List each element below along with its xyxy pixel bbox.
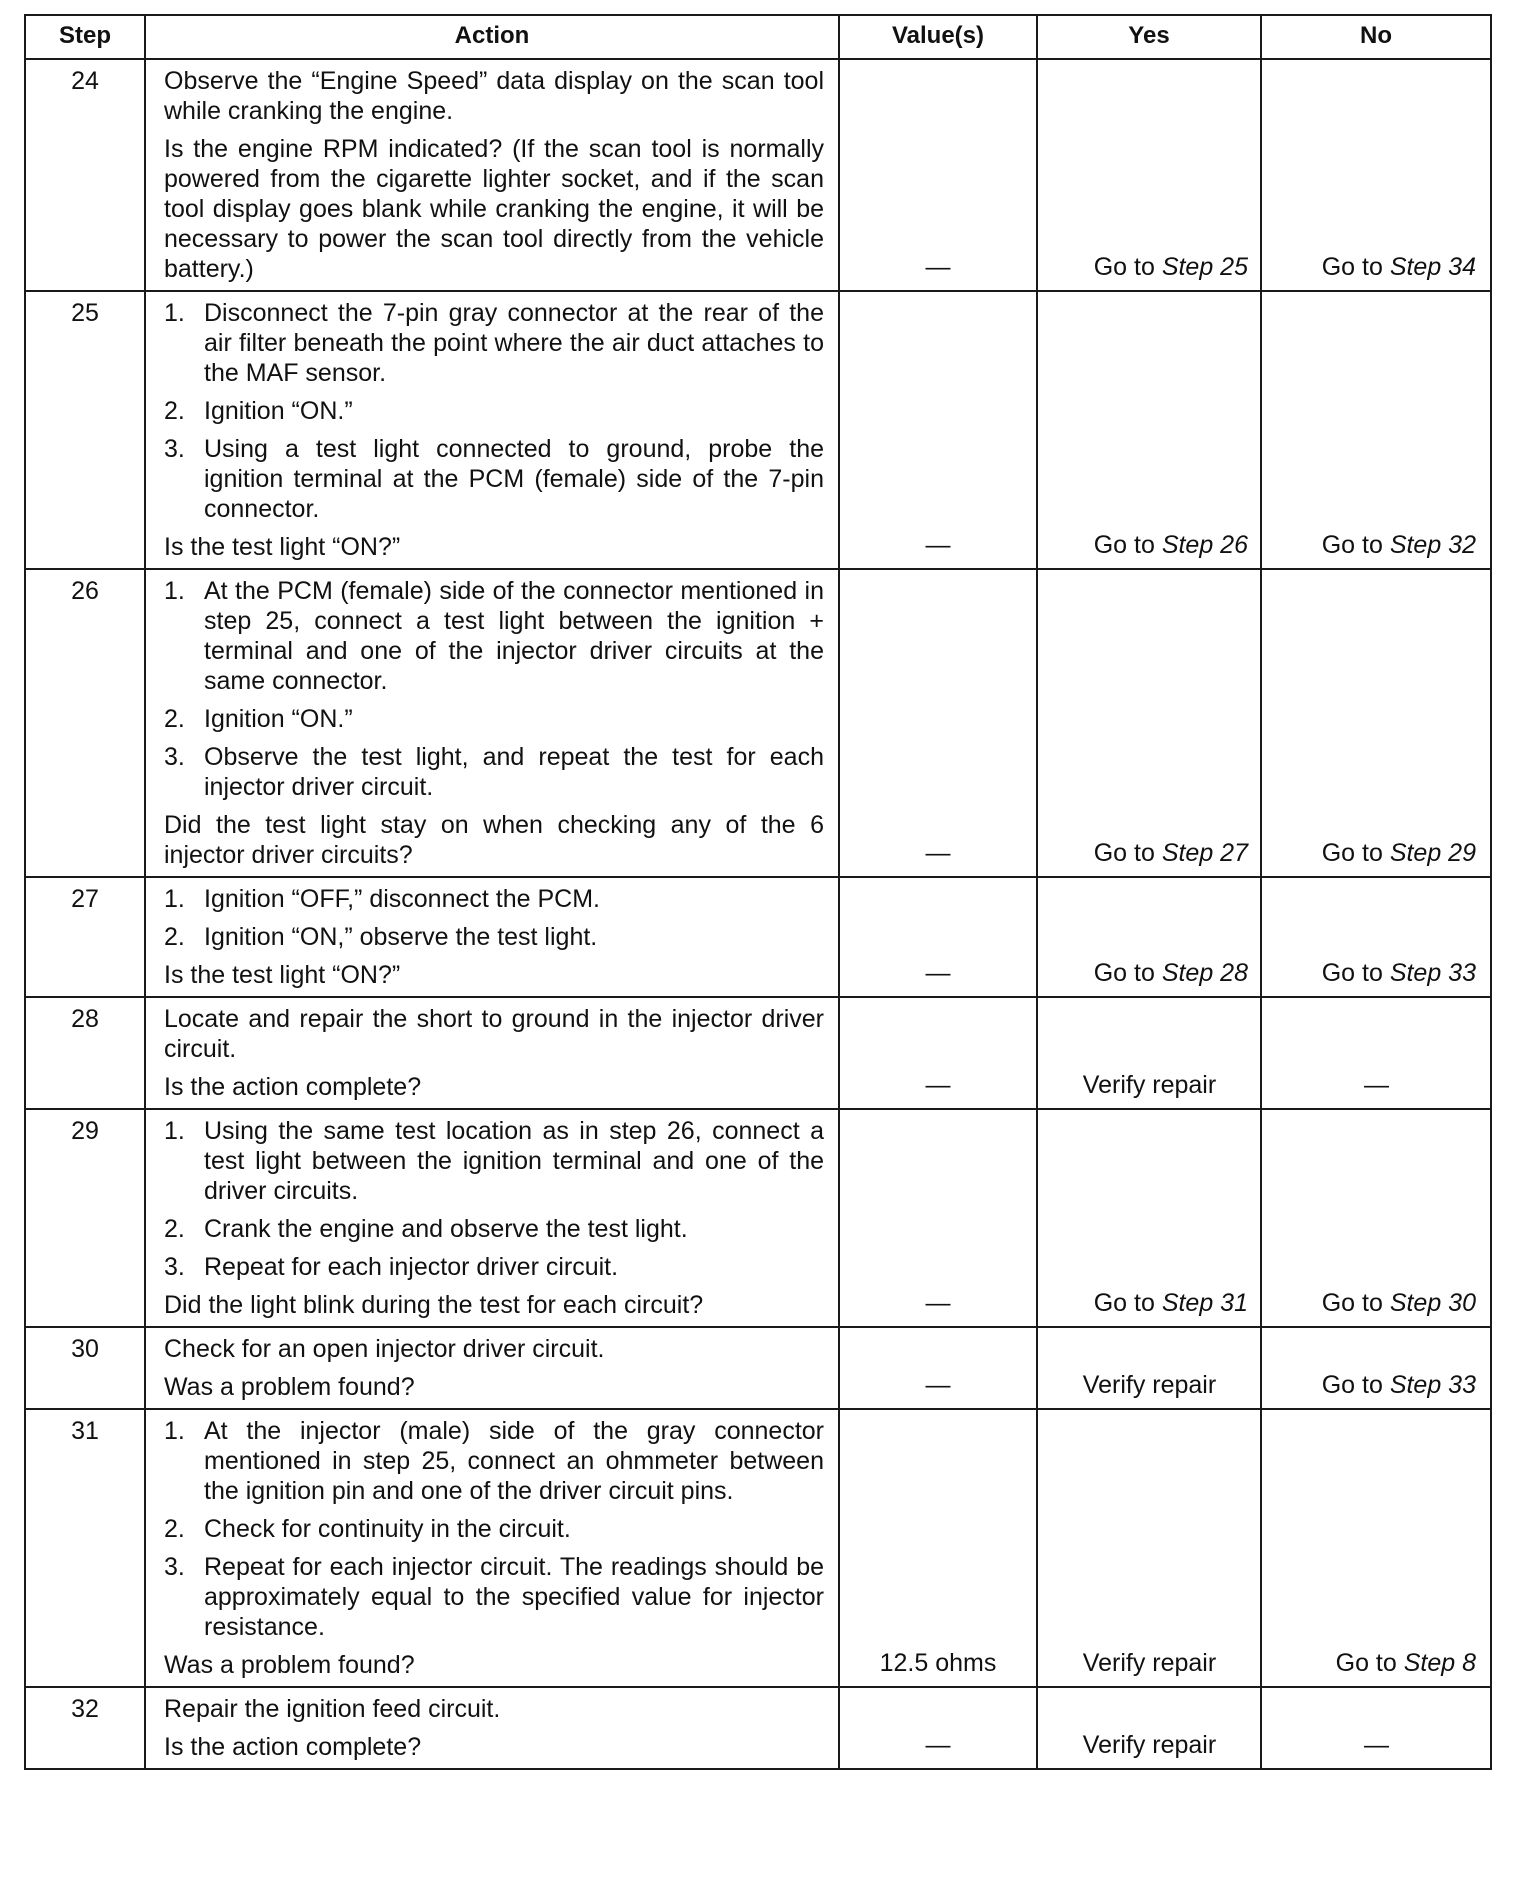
no-text: Go to bbox=[1321, 253, 1390, 281]
table-row bbox=[25, 877, 1491, 997]
no-cell bbox=[1261, 569, 1491, 877]
header-step: Step bbox=[25, 15, 145, 59]
action-question: Is the test light “ON?” bbox=[164, 961, 401, 989]
action-paragraph: Check for an open injector driver circuit. bbox=[164, 1335, 605, 1363]
list-item-number: 1. bbox=[164, 299, 185, 327]
step-number: 27 bbox=[25, 877, 145, 997]
no-step-reference: Step 34 bbox=[1389, 253, 1476, 281]
no-text: — bbox=[1364, 1731, 1389, 1759]
step-number: 26 bbox=[25, 569, 145, 877]
list-item-number: 2. bbox=[164, 923, 185, 951]
diagnostic-table-page bbox=[24, 14, 1490, 1770]
list-item-text: Disconnect the 7-pin gray connector at the rear of the air filter beneath the point where the air duct attaches to the MAF sensor. bbox=[204, 299, 824, 387]
action-list-item bbox=[164, 1552, 824, 1642]
yes-step-reference: Step 26 bbox=[1161, 531, 1248, 559]
no-step-reference: Step 29 bbox=[1389, 839, 1476, 867]
list-item-number: 2. bbox=[164, 397, 185, 425]
action-question: Was a problem found? bbox=[164, 1373, 415, 1401]
action-list-item bbox=[164, 1252, 824, 1282]
list-item-text: Check for continuity in the circuit. bbox=[204, 1515, 571, 1543]
yes-cell bbox=[1037, 1409, 1261, 1687]
yes-text: Go to bbox=[1093, 531, 1162, 559]
no-cell bbox=[1261, 1327, 1491, 1409]
no-cell bbox=[1261, 1109, 1491, 1327]
list-item-text: At the injector (male) side of the gray connector mentioned in step 25, connect an ohmmeter between the ignition pin and one of the driver circuit pins. bbox=[204, 1417, 824, 1505]
value-cell: 12.5 ohms bbox=[839, 1409, 1037, 1687]
no-step-reference: Step 8 bbox=[1403, 1649, 1476, 1677]
header-action: Action bbox=[145, 15, 839, 59]
list-item-number: 3. bbox=[164, 743, 185, 771]
yes-cell bbox=[1037, 291, 1261, 569]
action-question: Was a problem found? bbox=[164, 1651, 415, 1679]
action-cell bbox=[145, 1409, 839, 1687]
action-list-item bbox=[164, 1416, 824, 1506]
no-cell bbox=[1261, 997, 1491, 1109]
list-item-text: Ignition “ON,” observe the test light. bbox=[204, 923, 598, 951]
yes-step-reference: Step 27 bbox=[1161, 839, 1248, 867]
action-question: Is the action complete? bbox=[164, 1073, 422, 1101]
list-item-text: Observe the test light, and repeat the test for each injector driver circuit. bbox=[204, 743, 824, 801]
table-row bbox=[25, 997, 1491, 1109]
action-list-item bbox=[164, 1214, 824, 1244]
action-paragraph: Locate and repair the short to ground in the injector driver circuit. bbox=[164, 1005, 824, 1063]
action-question: Is the test light “ON?” bbox=[164, 533, 401, 561]
table-row bbox=[25, 291, 1491, 569]
no-text: Go to bbox=[1335, 1649, 1404, 1677]
action-list-item bbox=[164, 922, 824, 952]
action-list-item bbox=[164, 298, 824, 388]
no-text: — bbox=[1364, 1071, 1389, 1099]
list-item-number: 1. bbox=[164, 885, 185, 913]
yes-cell bbox=[1037, 1109, 1261, 1327]
action-cell bbox=[145, 59, 839, 291]
no-text: Go to bbox=[1321, 1289, 1390, 1317]
list-item-number: 3. bbox=[164, 435, 185, 463]
action-paragraph: Observe the “Engine Speed” data display on the scan tool while cranking the engine. bbox=[164, 67, 824, 125]
list-item-text: Repeat for each injector circuit. The readings should be approximately equal to the specified value for injector resistance. bbox=[204, 1553, 824, 1641]
yes-cell bbox=[1037, 1327, 1261, 1409]
action-cell bbox=[145, 569, 839, 877]
yes-step-reference: Step 25 bbox=[1161, 253, 1248, 281]
no-step-reference: Step 33 bbox=[1389, 1371, 1476, 1399]
header-values: Value(s) bbox=[839, 15, 1037, 59]
value-cell: — bbox=[839, 997, 1037, 1109]
action-cell bbox=[145, 1109, 839, 1327]
action-paragraph: Repair the ignition feed circuit. bbox=[164, 1695, 501, 1723]
list-item-number: 2. bbox=[164, 1515, 185, 1543]
yes-step-reference: Step 28 bbox=[1161, 959, 1248, 987]
yes-text: Go to bbox=[1093, 1289, 1162, 1317]
list-item-text: Using a test light connected to ground, probe the ignition terminal at the PCM (female) side of the 7-pin connector. bbox=[204, 435, 824, 523]
step-number: 28 bbox=[25, 997, 145, 1109]
no-text: Go to bbox=[1321, 839, 1390, 867]
yes-text: Go to bbox=[1093, 839, 1162, 867]
no-text: Go to bbox=[1321, 531, 1390, 559]
list-item-number: 1. bbox=[164, 1117, 185, 1145]
no-cell bbox=[1261, 1409, 1491, 1687]
yes-text: Go to bbox=[1093, 253, 1162, 281]
no-step-reference: Step 33 bbox=[1389, 959, 1476, 987]
yes-cell bbox=[1037, 1687, 1261, 1769]
table-row bbox=[25, 59, 1491, 291]
action-list-item bbox=[164, 396, 824, 426]
value-cell: — bbox=[839, 1327, 1037, 1409]
list-item-text: Ignition “ON.” bbox=[204, 397, 353, 425]
list-item-number: 1. bbox=[164, 1417, 185, 1445]
no-cell bbox=[1261, 1687, 1491, 1769]
yes-cell bbox=[1037, 569, 1261, 877]
yes-text: Go to bbox=[1093, 959, 1162, 987]
yes-cell bbox=[1037, 877, 1261, 997]
step-number: 29 bbox=[25, 1109, 145, 1327]
list-item-number: 2. bbox=[164, 705, 185, 733]
list-item-text: Ignition “ON.” bbox=[204, 705, 353, 733]
no-step-reference: Step 32 bbox=[1389, 531, 1476, 559]
step-number: 24 bbox=[25, 59, 145, 291]
yes-cell bbox=[1037, 997, 1261, 1109]
action-list-item bbox=[164, 576, 824, 696]
header-row bbox=[25, 15, 1491, 59]
action-question: Is the engine RPM indicated? (If the scan tool is normally powered from the cigarette lighter socket, and if the scan tool display goes blank while cranking the engine, it will be necessary to power the scan tool directly from the vehicle battery.) bbox=[164, 135, 824, 283]
action-cell bbox=[145, 877, 839, 997]
list-item-number: 1. bbox=[164, 577, 185, 605]
step-number: 30 bbox=[25, 1327, 145, 1409]
action-cell bbox=[145, 1687, 839, 1769]
list-item-number: 3. bbox=[164, 1553, 185, 1581]
yes-text: Verify repair bbox=[1082, 1649, 1217, 1677]
value-cell: — bbox=[839, 59, 1037, 291]
list-item-number: 2. bbox=[164, 1215, 185, 1243]
action-cell bbox=[145, 291, 839, 569]
no-cell bbox=[1261, 291, 1491, 569]
action-cell bbox=[145, 997, 839, 1109]
table-row bbox=[25, 1409, 1491, 1687]
action-list-item bbox=[164, 742, 824, 802]
no-text: Go to bbox=[1321, 1371, 1390, 1399]
yes-step-reference: Step 31 bbox=[1161, 1289, 1248, 1317]
value-cell: — bbox=[839, 1687, 1037, 1769]
table-body bbox=[25, 59, 1491, 1769]
table-row bbox=[25, 1109, 1491, 1327]
table-row bbox=[25, 1327, 1491, 1409]
list-item-text: Repeat for each injector driver circuit. bbox=[204, 1253, 619, 1281]
value-cell: — bbox=[839, 291, 1037, 569]
action-question: Did the light blink during the test for each circuit? bbox=[164, 1291, 704, 1319]
list-item-text: Ignition “OFF,” disconnect the PCM. bbox=[204, 885, 600, 913]
header-yes: Yes bbox=[1037, 15, 1261, 59]
no-cell bbox=[1261, 877, 1491, 997]
action-question: Did the test light stay on when checking any of the 6 injector driver circuits? bbox=[164, 811, 824, 869]
action-list-item bbox=[164, 1116, 824, 1206]
diagnostic-table bbox=[24, 14, 1492, 1770]
action-list-item bbox=[164, 704, 824, 734]
action-list-item bbox=[164, 884, 824, 914]
list-item-text: Crank the engine and observe the test light. bbox=[204, 1215, 688, 1243]
yes-cell bbox=[1037, 59, 1261, 291]
no-cell bbox=[1261, 59, 1491, 291]
step-number: 31 bbox=[25, 1409, 145, 1687]
value-cell: — bbox=[839, 877, 1037, 997]
table-row bbox=[25, 1687, 1491, 1769]
header-no: No bbox=[1261, 15, 1491, 59]
action-list-item bbox=[164, 434, 824, 524]
yes-text: Verify repair bbox=[1082, 1071, 1217, 1099]
action-question: Is the action complete? bbox=[164, 1733, 422, 1761]
no-step-reference: Step 30 bbox=[1389, 1289, 1476, 1317]
step-number: 25 bbox=[25, 291, 145, 569]
action-list-item bbox=[164, 1514, 824, 1544]
value-cell: — bbox=[839, 1109, 1037, 1327]
list-item-text: Using the same test location as in step 26, connect a test light between the ignition terminal and one of the driver circuits. bbox=[204, 1117, 824, 1205]
list-item-text: At the PCM (female) side of the connector mentioned in step 25, connect a test light between the ignition + terminal and one of the injector driver circuits at the same connector. bbox=[204, 577, 824, 695]
no-text: Go to bbox=[1321, 959, 1390, 987]
table-row bbox=[25, 569, 1491, 877]
value-cell: — bbox=[839, 569, 1037, 877]
step-number: 32 bbox=[25, 1687, 145, 1769]
yes-text: Verify repair bbox=[1082, 1731, 1217, 1759]
list-item-number: 3. bbox=[164, 1253, 185, 1281]
action-cell bbox=[145, 1327, 839, 1409]
yes-text: Verify repair bbox=[1082, 1371, 1217, 1399]
